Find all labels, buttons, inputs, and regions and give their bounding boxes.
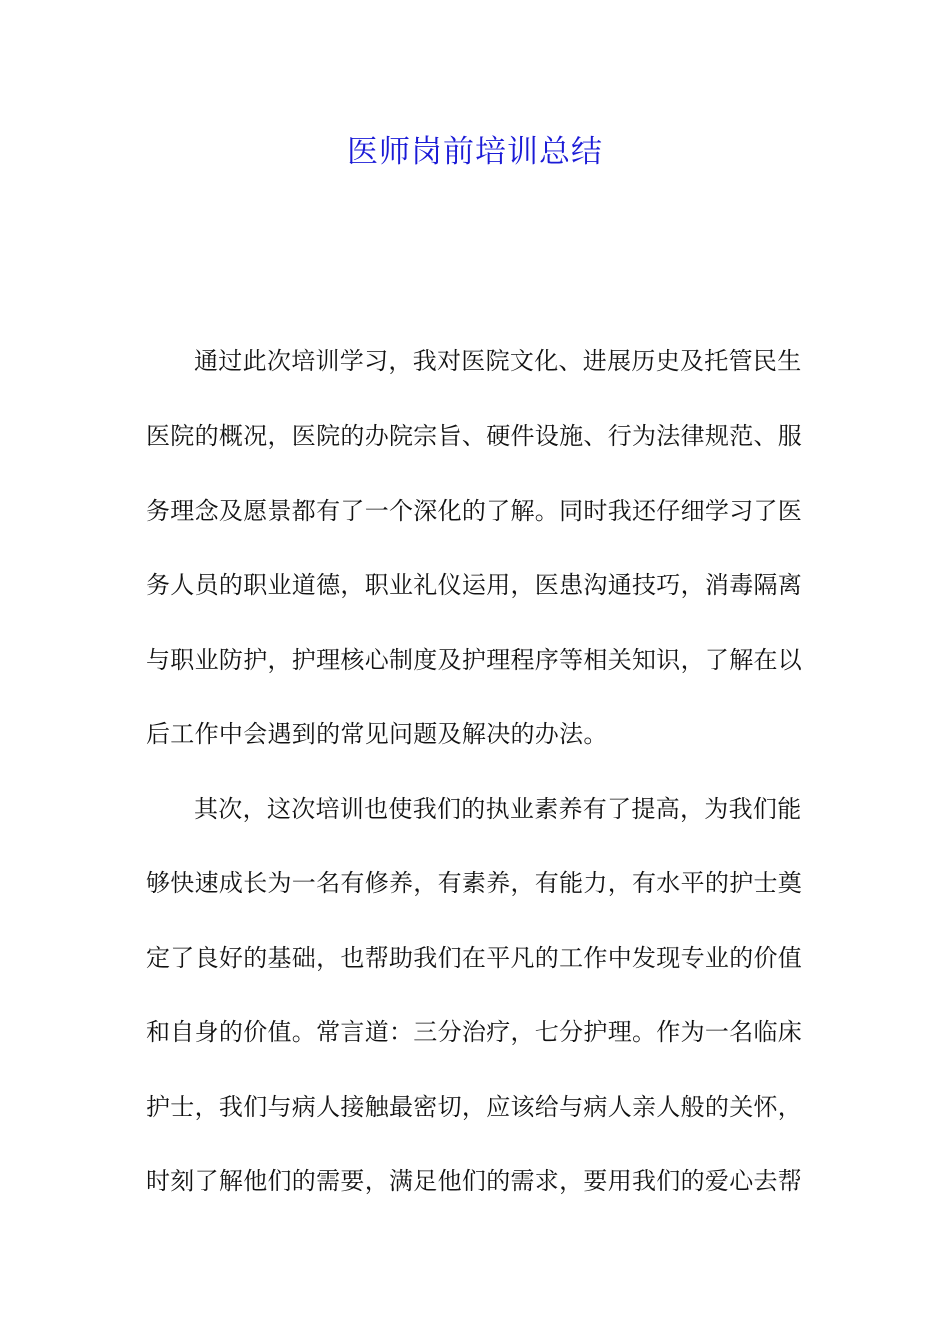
paragraph-1-line-1: 通过此次培训学习，我对医院文化、进展历史及托管民生 xyxy=(194,347,802,375)
paragraph-1-line-5: 与职业防护，护理核心制度及护理程序等相关知识，了解在以 xyxy=(146,646,803,674)
paragraph-1-line-6: 后工作中会遇到的常见问题及解决的办法。 xyxy=(146,720,608,748)
paragraph-2-line-3: 定了良好的基础，也帮助我们在平凡的工作中发现专业的价值 xyxy=(146,944,803,972)
paragraph-1-line-3: 务理念及愿景都有了一个深化的了解。同时我还仔细学习了医 xyxy=(146,497,803,525)
paragraph-2-line-5: 护士，我们与病人接触最密切，应该给与病人亲人般的关怀， xyxy=(146,1093,803,1121)
paragraph-1-line-2: 医院的概况，医院的办院宗旨、硬件设施、行为法律规范、服 xyxy=(146,422,803,450)
paragraph-2-line-1: 其次，这次培训也使我们的执业素养有了提高，为我们能 xyxy=(194,795,802,823)
document-title: 医师岗前培训总结 xyxy=(347,134,603,170)
paragraph-2-line-6: 时刻了解他们的需要，满足他们的需求，要用我们的爱心去帮 xyxy=(146,1167,803,1195)
paragraph-1-line-4: 务人员的职业道德，职业礼仪运用，医患沟通技巧，消毒隔离 xyxy=(146,571,803,599)
paragraph-2-line-2: 够快速成长为一名有修养，有素养，有能力，有水平的护士奠 xyxy=(146,869,803,897)
paragraph-2-line-4: 和自身的价值。常言道：三分治疗，七分护理。作为一名临床 xyxy=(146,1018,803,1046)
